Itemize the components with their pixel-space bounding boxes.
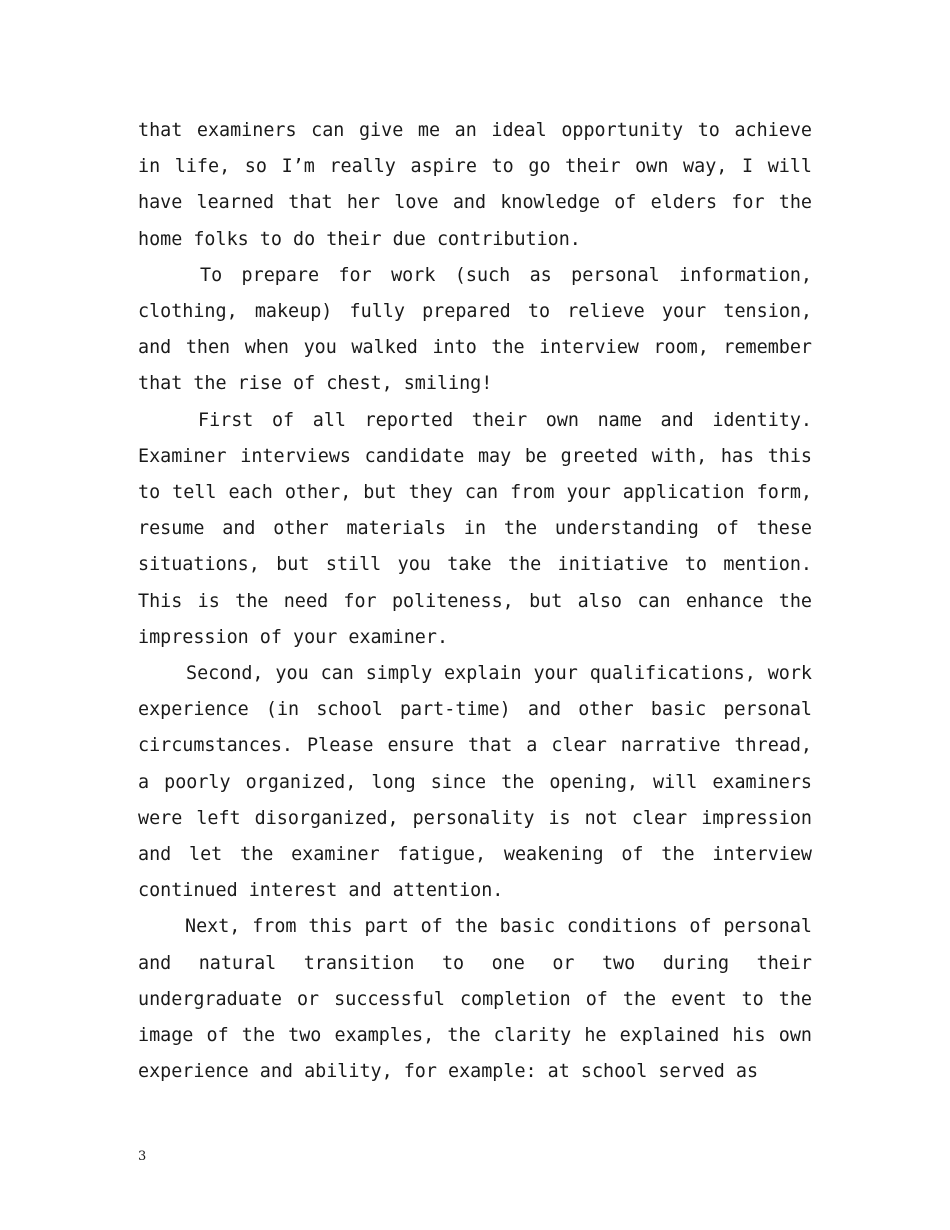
page-number: 3 [138, 1149, 147, 1164]
paragraph-continuation: that examiners can give me an ideal opportunity to achieve in life, so I’m really aspire to go their own way, I will have learned that her love and knowledge of elders for the home folks to do their due contribution. [138, 120, 812, 250]
paragraph-introduction: First of all reported their own name and identity. Examiner interviews candidate may be greeted with, has this to tell each other, but they can from your application form, resume and other materials in the understanding of these situations, but still you take the initiative to mention. This is the need for politeness, but also can enhance the impression of your examiner. [138, 409, 812, 648]
paragraph-qualifications: Second, you can simply explain your qualifications, work experience (in school part-time) and other basic personal circumstances. Please ensure that a clear narrative thread, a poorly organized, long since the opening, will examiners were left disorganized, personality is not clear impression and let the examiner fatigue, weakening of the interview continued interest and attention. [138, 663, 812, 902]
paragraph-examples: Next, from this part of the basic conditions of personal and natural transition to one or two during their undergraduate or successful completion of the event to the image of the two examples, the clarity he explained his own experience and ability, for example: at school served as [138, 916, 812, 1083]
paragraph-preparation: To prepare for work (such as personal information, clothing, makeup) fully prepared to relieve your tension, and then when you walked into the interview room, remember that the rise of chest, smiling! [138, 264, 812, 395]
document-body [138, 113, 812, 1090]
